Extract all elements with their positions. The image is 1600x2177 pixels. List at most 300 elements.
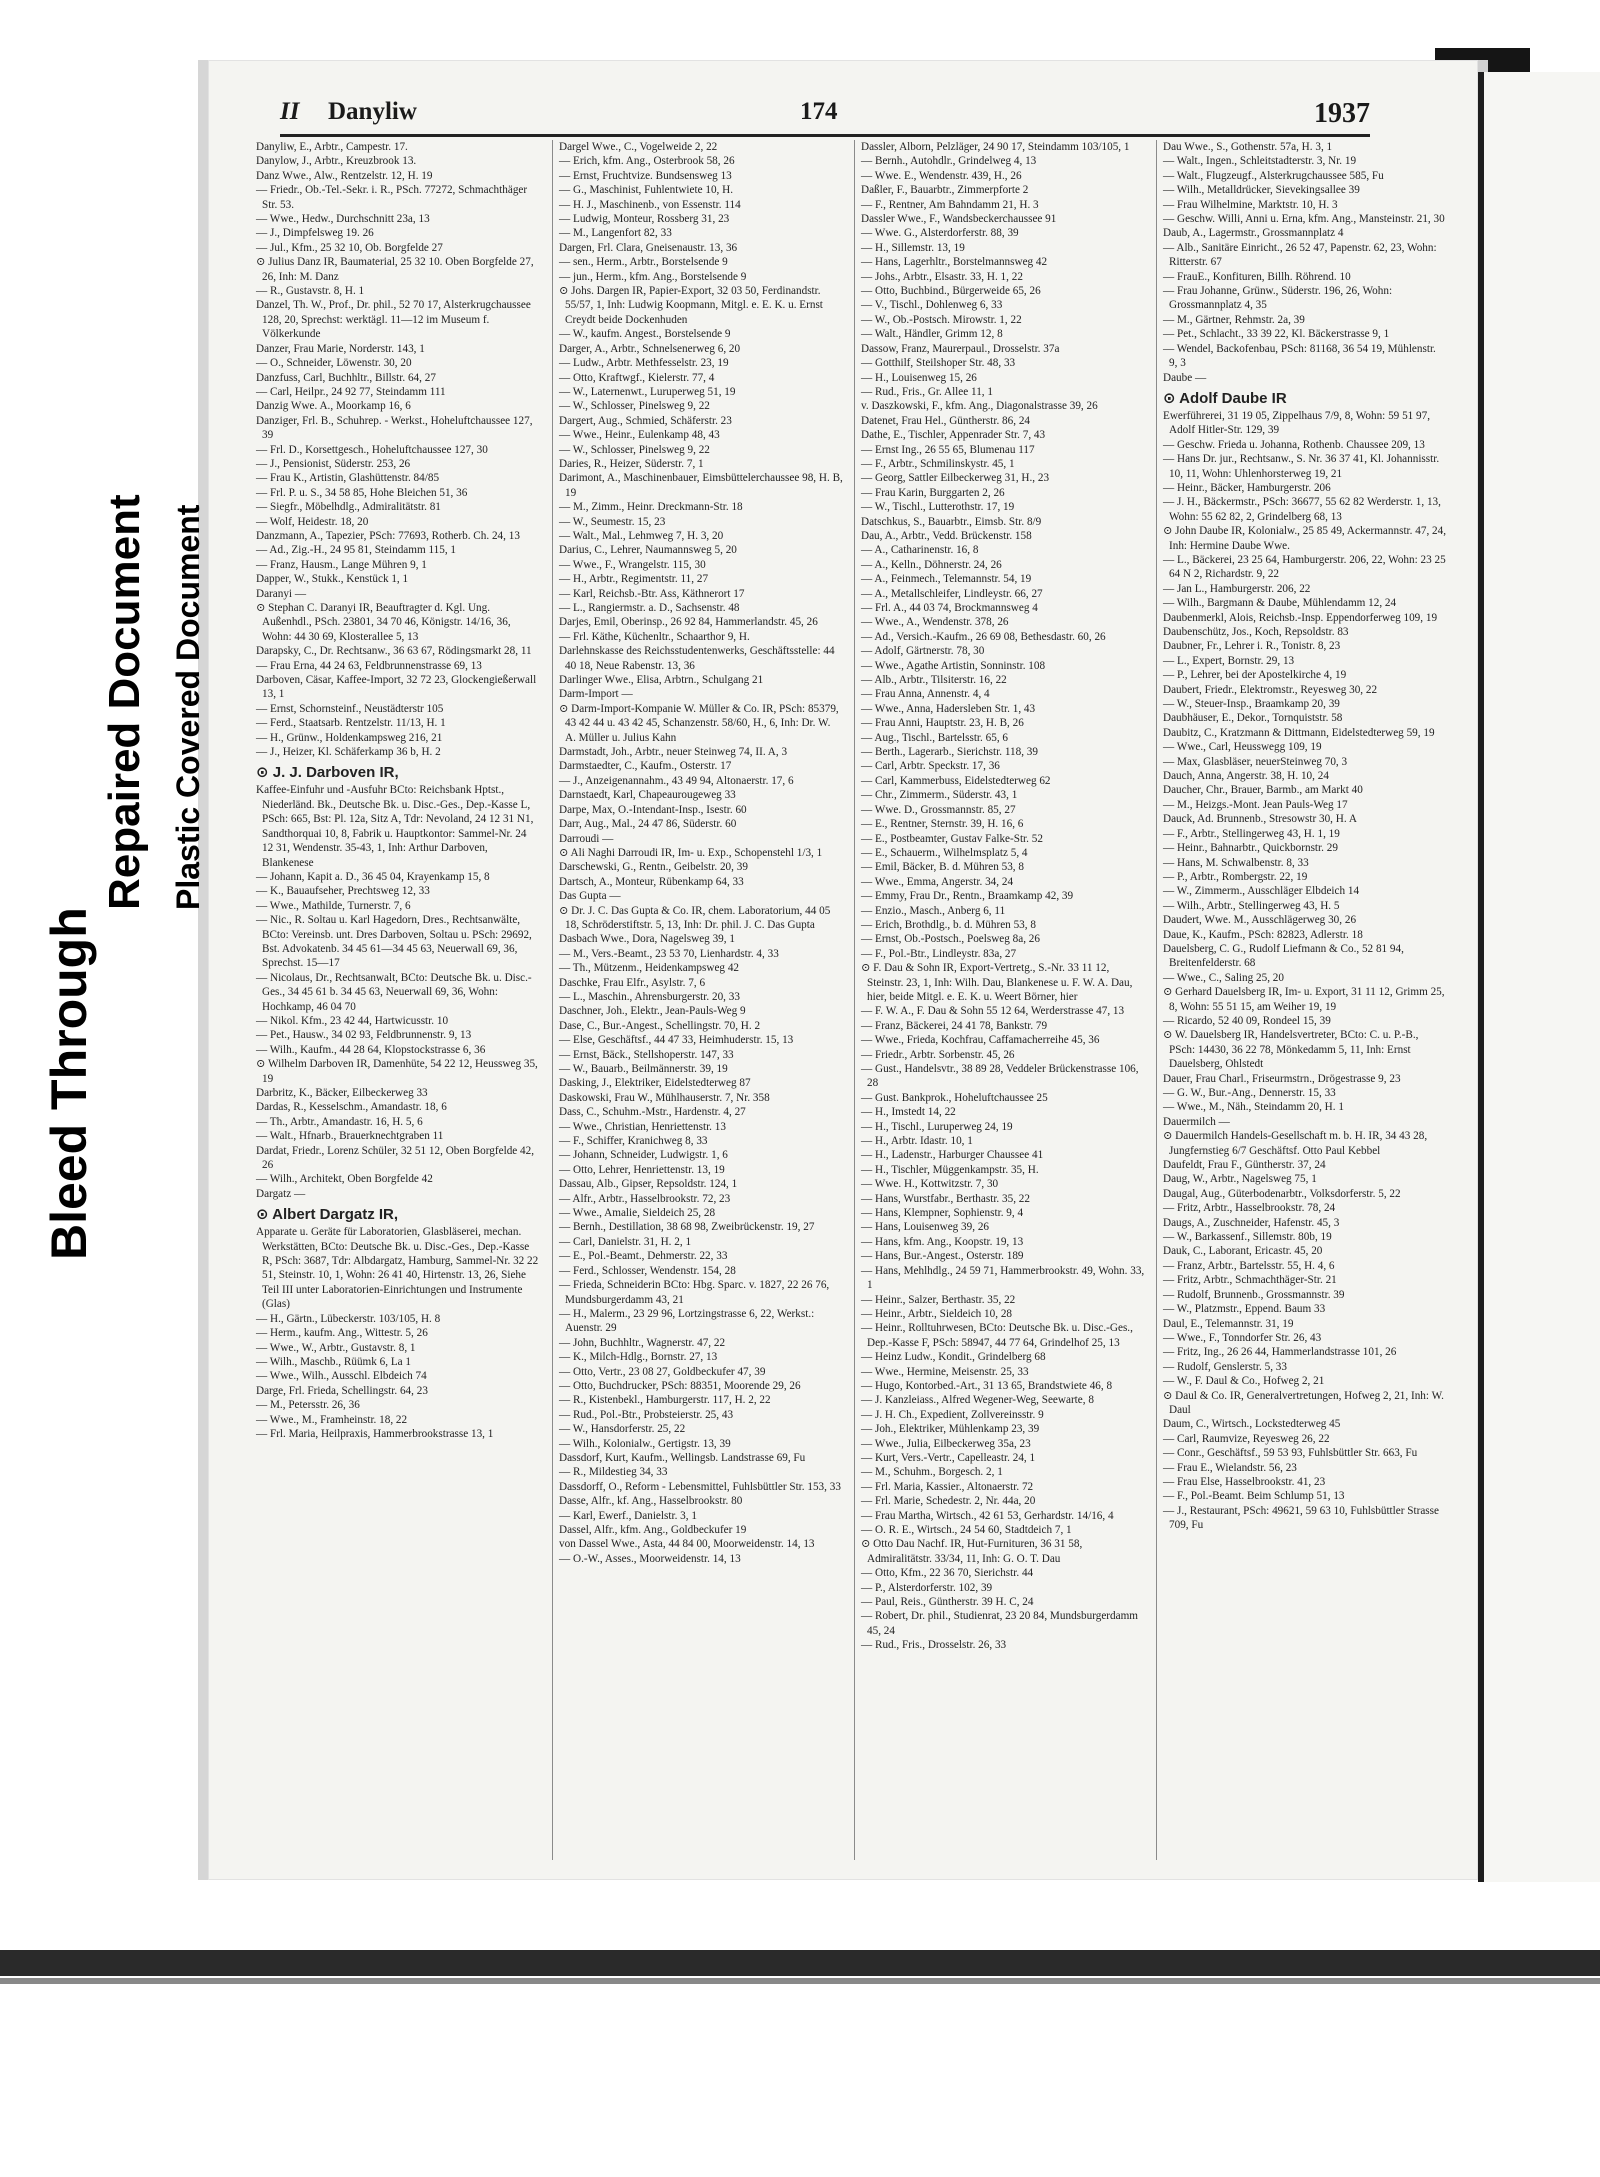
- directory-entry: Daubner, Fr., Lehrer i. R., Tonistr. 8, 23: [1163, 640, 1341, 653]
- directory-entry: — Wilh., Kolonialw., Gertigstr. 13, 39: [559, 1437, 731, 1450]
- directory-entry: — A., Metallschleifer, Lindleystr. 66, 27: [861, 587, 1043, 600]
- directory-entry: — Wwe., Amalie, Sieldeich 25, 28: [559, 1207, 716, 1220]
- directory-entry: — E., Rentner, Sternstr. 39, H. 16, 6: [861, 818, 1024, 831]
- directory-entry: — F., Pol.-Btr., Lindleystr. 83a, 27: [861, 947, 1017, 960]
- directory-entry: — Wwe., Mathilde, Turnerstr. 7, 6: [256, 899, 411, 912]
- directory-entry: — L., Bäckerei, 23 25 64, Hamburgerstr. 206, 22, Wohn: 23 25 64 N 2, Richardstr. 9, 22: [1163, 553, 1446, 581]
- directory-entry: — Ferd., Schlosser, Wendenstr. 154, 28: [559, 1264, 736, 1277]
- directory-entry: — sen., Herm., Arbtr., Borstelsende 9: [559, 256, 728, 269]
- directory-entry: Dargert, Aug., Schmied, Schäferstr. 23: [559, 414, 732, 427]
- directory-entry: — H., Grünw., Holdenkampsweg 216, 21: [256, 731, 443, 744]
- directory-entry: ⊙ John Daube IR, Kolonialw., 25 85 49, Ackermannstr. 47, 24, Inh: Hermine Daube Wwe.: [1163, 525, 1447, 552]
- directory-entry: Darmstaedter, C., Kaufm., Osterstr. 17: [559, 760, 732, 773]
- directory-entry: Dauermilch —: [1163, 1115, 1230, 1128]
- directory-entry: — Frl. Maria, Kassier., Altonaerstr. 72: [861, 1480, 1034, 1493]
- directory-entry: Dargel Wwe., C., Vogelweide 2, 22: [559, 141, 718, 153]
- directory-entry: Datschkus, S., Bauarbtr., Eimsb. Str. 8/9: [861, 515, 1042, 528]
- directory-entry: — Alb., Sanitäre Einricht., 26 52 47, Papenstr. 62, 23, Wohn: Ritterstr. 67: [1163, 241, 1437, 269]
- directory-entry: — P., Alsterdorferstr. 102, 39: [861, 1581, 993, 1594]
- directory-entry: — Frau Else, Hasselbrookstr. 41, 23: [1163, 1475, 1326, 1488]
- directory-entry: — Wwe., Emma, Angerstr. 34, 24: [861, 875, 1014, 888]
- directory-entry: Darapsky, C., Dr. Rechtsanw., 36 63 67, Rödingsmarkt 28, 11: [256, 645, 532, 658]
- directory-entry: — Erich, kfm. Ang., Osterbrook 58, 26: [559, 155, 735, 168]
- directory-column-3: [854, 140, 1148, 1860]
- directory-entry: ⊙ Dauermilch Handels-Gesellschaft m. b. H. IR, 34 43 28, Jungfernstieg 6/7 Geschäftsf. Otto Paul Kebbel: [1163, 1130, 1428, 1157]
- directory-entry: — John, Buchhltr., Wagnerstr. 47, 22: [559, 1336, 726, 1349]
- directory-entry: Darm-Import —: [559, 688, 633, 701]
- directory-entry: — F. W. A., F. Dau & Sohn 55 12 64, Werderstrasse 47, 13: [861, 1005, 1125, 1018]
- directory-entry: Dau, A., Arbtr., Vedd. Brückenstr. 158: [861, 529, 1032, 542]
- directory-entry: — jun., Herm., kfm. Ang., Borstelsende 9: [559, 270, 747, 283]
- directory-entry: Danzmann, A., Tapezier, PSch: 77693, Rotherb. Ch. 24, 13: [256, 529, 520, 542]
- directory-entry: — Pet., Schlacht., 33 39 22, Kl. Bäckerstrasse 9, 1: [1163, 328, 1390, 341]
- directory-entry: — Frau E., Wielandstr. 56, 23: [1163, 1461, 1297, 1474]
- directory-entry: — L., Expert, Bornstr. 29, 13: [1163, 654, 1295, 667]
- directory-entry: — W., Seumestr. 15, 23: [559, 515, 666, 528]
- directory-entry: — E., Schauerm., Wilhelmsplatz 5, 4: [861, 846, 1028, 859]
- directory-entry: Danzer, Frau Marie, Norderstr. 143, 1: [256, 342, 425, 355]
- directory-entry: — H. J., Maschinenb., von Essenstr. 114: [559, 198, 741, 211]
- directory-entry: — Wendel, Backofenbau, PSch: 81168, 36 54 19, Mühlenstr. 9, 3: [1163, 342, 1436, 370]
- directory-entry: — E., Pol.-Beamt., Dehmerstr. 22, 33: [559, 1250, 728, 1263]
- directory-entry: — Hans, Bur.-Angest., Osterstr. 189: [861, 1250, 1024, 1263]
- directory-entry: — J., Anzeigenannahm., 43 49 94, Altonaerstr. 17, 6: [559, 774, 794, 787]
- directory-entry: — Karl, Ewerf., Danielstr. 3, 1: [559, 1509, 697, 1522]
- directory-entry: — Friedr., Arbtr. Sorbenstr. 45, 26: [861, 1048, 1015, 1061]
- directory-entry: — Wilh., Bargmann & Daube, Mühlendamm 12, 24: [1163, 597, 1397, 610]
- directory-entry: Darius, C., Lehrer, Naumannsweg 5, 20: [559, 544, 737, 557]
- directory-entry: — Hugo, Kontorbed.-Art., 31 13 65, Brandstwiete 46, 8: [861, 1379, 1113, 1392]
- directory-entry: — H., Tischl., Luruperweg 24, 19: [861, 1120, 1013, 1133]
- directory-entry: — Ernst, Ob.-Postsch., Poelsweg 8a, 26: [861, 933, 1040, 946]
- directory-entry: Dauer, Frau Charl., Friseurmstrn., Drögestrasse 9, 23: [1163, 1072, 1401, 1085]
- directory-entry: — Frl. Maria, Heilpraxis, Hammerbrookstrasse 13, 1: [256, 1427, 494, 1440]
- directory-entry: — L., Maschin., Ahrensburgerstr. 20, 33: [559, 990, 740, 1003]
- watermark-labels: [40, 260, 206, 1260]
- directory-entry: — Hans Dr. jur., Rechtsanw., S. Nr. 36 37 41, Kl. Johannisstr. 10, 11, Wohn: Uhlenhorsterweg 19, 21: [1163, 453, 1440, 480]
- directory-entry: ⊙ J. J. Darboven IR,: [256, 764, 399, 782]
- directory-entry: ⊙ Albert Dargatz IR,: [256, 1206, 399, 1224]
- directory-entry: — Jul., Kfm., 25 32 10, Ob. Borgfelde 27: [256, 241, 443, 254]
- directory-entry: Darlinger Wwe., Elisa, Arbtrn., Schulgang 21: [559, 674, 764, 687]
- directory-entry: — H., Arbtr. Idastr. 10, 1: [861, 1135, 973, 1148]
- directory-entry: Darbritz, K., Bäcker, Eilbeckerweg 33: [256, 1087, 428, 1099]
- directory-entry: — Conr., Geschäftsf., 59 53 93, Fuhlsbüttler Str. 663, Fu: [1163, 1447, 1418, 1460]
- directory-entry: — Heinr., Arbtr., Sieldeich 10, 28: [861, 1307, 1013, 1320]
- directory-entry: — Nicolaus, Dr., Rechtsanwalt, BCto: Deutsche Bk. u. Disc.-Ges., 34 45 61 b. 34 45 63, Neuerwall 69, 36, Wohn: Hochkamp, 46 04 70: [256, 971, 532, 1013]
- directory-entry: — L., Rangiermstr. a. D., Sachsenstr. 48: [559, 602, 740, 614]
- directory-entry: — Frl. D., Korsettgesch., Hoheluftchaussee 127, 30: [256, 443, 488, 456]
- directory-entry: — Adolf, Gärtnerstr. 78, 30: [861, 645, 985, 658]
- directory-entry: — Emil, Bäcker, B. d. Mühren 53, 8: [861, 861, 1024, 874]
- directory-entry: — P., Lehrer, bei der Apostelkirche 4, 19: [1163, 669, 1347, 682]
- directory-entry: — Carl, Heilpr., 24 92 77, Steindamm 111: [256, 385, 446, 398]
- directory-entry: — O.-W., Asses., Moorweidenstr. 14, 13: [559, 1552, 741, 1565]
- directory-entry: ⊙ W. Dauelsberg IR, Handelsvertreter, BCto: C. u. P.-B., PSch: 14430, 36 22 78, Mönkedamm 5, 11, Inh: Ernst Dauelsberg, Ohlstedt: [1163, 1029, 1419, 1071]
- directory-entry: — Carl, Kammerbuss, Eidelstedterweg 62: [861, 774, 1051, 787]
- directory-entry: — K., Bauaufseher, Prechtsweg 12, 33: [256, 885, 430, 898]
- directory-entry: ⊙ Dr. J. C. Das Gupta & Co. IR, chem. Laboratorium, 44 05 18, Schröderstiftstr. 5, 13, Inh: Dr. phil. J. C. Das Gupta: [559, 904, 831, 931]
- directory-entry: — Rudolf, Brunnenb., Grossmannstr. 39: [1163, 1288, 1345, 1301]
- directory-entry: Danzel, Th. W., Prof., Dr. phil., 52 70 17, Alsterkrugchaussee 128, 20, Sprechst: werktägl. 11—12 im Museum f. Völkerkunde: [256, 299, 531, 341]
- directory-entry: Daugs, A., Zuschneider, Hafenstr. 45, 3: [1163, 1216, 1340, 1229]
- directory-entry: Dasbach Wwe., Dora, Nagelsweg 39, 1: [559, 933, 735, 946]
- directory-entry: — W., Barkassenf., Sillemstr. 80b, 19: [1163, 1231, 1332, 1244]
- directory-entry: — Walt., Flugzeugf., Alsterkrugchaussee 585, Fu: [1163, 169, 1384, 182]
- directory-entry: — Wwe., A., Wendenstr. 378, 26: [861, 616, 1009, 629]
- directory-entry: — Gust., Handelsvtr., 38 89 28, Veddeler Brückenstrasse 106, 28: [861, 1063, 1139, 1090]
- directory-entry: — Wwe., F., Wrangelstr. 115, 30: [559, 558, 706, 571]
- directory-entry: — Fritz, Arbtr., Hasselbrookstr. 78, 24: [1163, 1202, 1336, 1215]
- directory-entry: — O. R. E., Wirtsch., 24 54 60, Stadtdeich 7, 1: [861, 1524, 1072, 1536]
- directory-entry: — Wwe. H., Kottwitzstr. 7, 30: [861, 1178, 999, 1191]
- directory-entry: — Frieda, Schneiderin BCto: Hbg. Sparc. v. 1827, 22 26 76, Mundsburgerdamm 43, 21: [559, 1279, 830, 1306]
- directory-entry: — Wwe., M., Näh., Steindamm 20, H. 1: [1163, 1101, 1344, 1114]
- directory-entry: — M., Petersstr. 26, 36: [256, 1399, 360, 1412]
- directory-entry: Daub, A., Lagermstr., Grossmannplatz 4: [1163, 227, 1344, 240]
- directory-entry: Darlehnskasse des Reichsstudentenwerks, Geschäftsstelle: 44 40 18, Neue Rabenstr. 13, 36: [559, 645, 835, 672]
- directory-entry: — Hans, Louisenweg 39, 26: [861, 1221, 990, 1234]
- directory-entry: — W., Platzmstr., Eppend. Baum 33: [1163, 1303, 1326, 1316]
- directory-entry: Dartsch, A., Monteur, Rübenkamp 64, 33: [559, 875, 744, 888]
- directory-entry: — Herm., kaufm. Ang., Wittestr. 5, 26: [256, 1327, 428, 1340]
- directory-entry: — M., Heizgs.-Mont. Jean Pauls-Weg 17: [1163, 798, 1348, 811]
- directory-entry: Apparate u. Geräte für Laboratorien, Glasbläserei, mechan. Werkstätten, BCto: Deutsche Bk. u. Disc.-Ges., Dep.-Kasse R, PSch: 3687, Tdr: Albdargatz, Hamburg, Sammel-Nr. 32 22 51, Steinstr. 10, 1, Wohn: 26 41 40, Hirtenstr. 13, 26, Siehe Teil III unter Laboratorien-Einrichtungen und Instrumente (Glas): [256, 1226, 539, 1311]
- directory-entry: — Gust. Bankprok., Hoheluftchaussee 25: [861, 1091, 1048, 1104]
- directory-entry: — Ludwig, Monteur, Rossberg 31, 23: [559, 213, 730, 226]
- directory-entry: — Ernst Ing., 26 55 65, Blumenau 117: [861, 443, 1035, 456]
- directory-entry: Darroudi —: [559, 832, 614, 845]
- directory-entry: — W., Tischl., Lutterothstr. 17, 19: [861, 501, 1015, 514]
- directory-entry: — Wwe. E., Wendenstr. 439, H., 26: [861, 169, 1022, 182]
- directory-entry: — G. W., Bur.-Ang., Dennerstr. 15, 33: [1163, 1087, 1336, 1099]
- directory-entry: — G., Maschinist, Fuhlentwiete 10, H.: [559, 184, 734, 197]
- directory-entry: — M., Vers.-Beamt., 23 53 70, Lienhardstr. 4, 33: [559, 947, 779, 960]
- directory-entry: — Ernst, Bäck., Stellshoperstr. 147, 33: [559, 1048, 734, 1061]
- directory-entry: — Walt., Hfnarb., Brauerknechtgraben 11: [256, 1130, 444, 1143]
- directory-entry: — Robert, Dr. phil., Studienrat, 23 20 84, Mundsburgerdamm 45, 24: [861, 1610, 1138, 1637]
- directory-entry: — Wwe., W., Arbtr., Gustavstr. 8, 1: [256, 1341, 416, 1354]
- watermark-plastic-covered: Plastic Covered Document: [170, 504, 206, 910]
- directory-entry: — Wwe. D., Grossmannstr. 85, 27: [861, 803, 1016, 816]
- directory-entry: Dardas, R., Kesselschm., Amandastr. 18, 6: [256, 1101, 447, 1114]
- directory-entry: — J. H., Bäckermstr., PSch: 36677, 55 62 82 Werderstr. 1, 13, Wohn: 55 62 82, 2, Grindelberg 68, 13: [1163, 496, 1441, 523]
- directory-entry: — Rudolf, Genslerstr. 5, 33: [1163, 1360, 1287, 1373]
- directory-entry: — F., Schiffer, Kranichweg 8, 33: [559, 1135, 708, 1148]
- directory-entry: — Ricardo, 52 40 09, Rondeel 15, 39: [1163, 1014, 1331, 1027]
- directory-entry: ⊙ Darm-Import-Kompanie W. Müller & Co. IR, PSch: 85379, 43 42 44 u. 43 42 45, Schanzenstr. 58/60, H., 6, Inh: Dr. W. A. Müller u. Julius Kahn: [559, 702, 839, 744]
- directory-entry: Daucher, Chr., Brauer, Barmb., am Markt 40: [1163, 784, 1363, 797]
- directory-entry: — Heinz Ludw., Kondit., Grindelberg 68: [861, 1351, 1046, 1364]
- directory-entry: Darimont, A., Maschinenbauer, Eimsbüttelerchaussee 98, H. B, 19: [559, 472, 843, 499]
- directory-entry: Daschner, Joh., Elektr., Jean-Pauls-Weg 9: [559, 1005, 746, 1018]
- directory-entry: — Wwe., Christian, Henriettenstr. 13: [559, 1120, 726, 1133]
- directory-entry: — H., Sillemstr. 13, 19: [861, 241, 965, 254]
- directory-entry: — W., Zimmerm., Ausschläger Elbdeich 14: [1163, 885, 1360, 898]
- directory-entry: Dasse, Alfr., kf. Ang., Hasselbrookstr. 80: [559, 1495, 743, 1508]
- directory-entry: — Heinr., Bahnarbtr., Quickbornstr. 29: [1163, 842, 1338, 855]
- directory-column-1: [250, 140, 543, 1860]
- directory-entry: ⊙ Wilhelm Darboven IR, Damenhüte, 54 22 12, Heussweg 35, 19: [256, 1058, 538, 1085]
- directory-entry: — R., Gustavstr. 8, H. 1: [256, 285, 365, 298]
- directory-entry: — Frau Anni, Hauptstr. 23, H. B, 26: [861, 717, 1024, 730]
- directory-entry: — W., Ob.-Postsch. Mirowstr. 1, 22: [861, 313, 1022, 326]
- directory-entry: Dassel, Alfr., kfm. Ang., Goldbeckufer 19: [559, 1524, 747, 1536]
- directory-entry: — Th., Mützenm., Heidenkampsweg 42: [559, 962, 740, 975]
- directory-entry: v. Daszkowski, F., kfm. Ang., Diagonalstrasse 39, 26: [861, 400, 1098, 413]
- directory-entry: — Walt., Mal., Lehmweg 7, H. 3, 20: [559, 529, 724, 542]
- directory-entry: Darr, Aug., Mal., 24 47 86, Süderstr. 60: [559, 818, 737, 831]
- directory-entry: — Wolf, Heidestr. 18, 20: [256, 515, 369, 528]
- directory-entry: — R., Kistenbekl., Hamburgerstr. 117, H. 2, 22: [559, 1394, 771, 1407]
- directory-entry: — J., Dimpfelsweg 19. 26: [256, 227, 374, 240]
- directory-entry: — W., Schlosser, Pinelsweg 9, 22: [559, 443, 710, 456]
- directory-entry: — Frau Martha, Wirtsch., 42 61 53, Gerhardstr. 14/16, 4: [861, 1509, 1114, 1522]
- directory-entry: — Wwe., Hermine, Meisenstr. 25, 33: [861, 1365, 1029, 1378]
- directory-entry: — Enzio., Masch., Anberg 6, 11: [861, 904, 1006, 917]
- directory-entry: Danzig Wwe. A., Moorkamp 16, 6: [256, 400, 411, 413]
- directory-entry: ⊙ F. Dau & Sohn IR, Export-Vertretg., S.-Nr. 33 11 12, Steinstr. 23, 1, Inh: Wilh. Dau, Blankenese u. F. W. A. Dau, hier, beide Mitgl. e. E. K. u. Weert Börner, hier: [861, 962, 1133, 1003]
- directory-entry: Darjes, Emil, Oberinsp., 26 92 84, Hammerlandstr. 45, 26: [559, 616, 818, 629]
- directory-entry: Das Gupta —: [559, 890, 621, 903]
- directory-entry: — H., Ladenstr., Harburger Chaussee 41: [861, 1149, 1044, 1162]
- directory-entry: Dargatz —: [256, 1187, 306, 1200]
- directory-entry: Daranyi —: [256, 587, 307, 600]
- directory-entry: — Fritz, Arbtr., Schmachthäger-Str. 21: [1163, 1274, 1337, 1287]
- directory-entry: — Geschw. Willi, Anni u. Erna, kfm. Ang., Mansteinstr. 21, 30: [1163, 213, 1445, 226]
- directory-entry: — Heinr., Bäcker, Hamburgerstr. 206: [1163, 481, 1331, 494]
- directory-entry: — J., Heizer, Kl. Schäferkamp 36 b, H. 2: [256, 746, 441, 759]
- directory-entry: — Wilh., Metalldrücker, Sievekingsallee 39: [1163, 184, 1360, 197]
- directory-entry: — Alb., Arbtr., Tilsiterstr. 16, 22: [861, 674, 1007, 687]
- directory-entry: — Nic., R. Soltau u. Karl Hagedorn, Dres., Rechtsanwälte, BCto: Vereinsb. unt. Dres Darboven, Soltau u. PSch: 29692, Bst. Advokatenb. 34 45 61—34 45 63, Neuerwall 69, 36, Sprechst. 15—17: [256, 914, 532, 970]
- directory-entry: — K., Milch-Hdlg., Bornstr. 27, 13: [559, 1351, 718, 1364]
- directory-entry: Daubert, Friedr., Elektromstr., Reyesweg 30, 22: [1163, 683, 1378, 696]
- directory-entry: — Rud., Fris., Gr. Allee 11, 1: [861, 385, 993, 398]
- directory-entry: — Otto, Buchdrucker, PSch: 88351, Moorende 29, 26: [559, 1379, 801, 1392]
- directory-entry: — R., Mildestieg 34, 33: [559, 1466, 668, 1479]
- directory-entry: Darger, A., Arbtr., Schnelsenerweg 6, 20: [559, 342, 741, 355]
- directory-entry: Danylow, J., Arbtr., Kreuzbrook 13.: [256, 155, 417, 168]
- directory-entry: — P., Arbtr., Rombergstr. 22, 19: [1163, 870, 1308, 883]
- directory-entry: — J., Pensionist, Süderstr. 253, 26: [256, 457, 411, 470]
- directory-entry: Dase, C., Bur.-Angest., Schellingstr. 70, H. 2: [559, 1019, 761, 1032]
- directory-entry: — Frau Karin, Burggarten 2, 26: [861, 486, 1005, 499]
- directory-entry: — A., Feinmech., Telemannstr. 54, 19: [861, 573, 1032, 586]
- directory-entry: — Frl. P. u. S., 34 58 85, Hohe Bleichen 51, 36: [256, 486, 468, 499]
- directory-entry: Dauk, C., Laborant, Ericastr. 45, 20: [1163, 1245, 1323, 1258]
- directory-entry: Dassler, Alborn, Pelzläger, 24 90 17, Steindamm 103/105, 1: [861, 141, 1130, 153]
- directory-entry: — Georg, Sattler Eilbeckerweg 31, H., 23: [861, 472, 1050, 485]
- directory-entry: Daul, E., Telemannstr. 31, 19: [1163, 1317, 1294, 1330]
- header-name: Danyliw: [328, 98, 417, 125]
- directory-entry: Daudert, Wwe. M., Ausschlägerweg 30, 26: [1163, 914, 1357, 927]
- directory-entry: — H., Louisenweg 15, 26: [861, 371, 977, 384]
- directory-entry: ⊙ Julius Danz IR, Baumaterial, 25 32 10. Oben Borgfelde 27, 26, Inh: M. Danz: [256, 256, 534, 283]
- directory-entry: — Heinr., Rolltuhrwesen, BCto: Deutsche Bk. u. Disc.-Ges., Dep.-Kasse F, PSch: 58947, 44 77 64, Grindelhof 25, 13: [861, 1322, 1133, 1349]
- directory-entry: Darmstadt, Joh., Arbtr., neuer Steinweg 74, II. A, 3: [559, 746, 788, 759]
- directory-entry: — Carl, Raumvize, Reyesweg 26, 22: [1163, 1432, 1330, 1445]
- directory-entry: — Th., Arbtr., Amandastr. 16, H. 5, 6: [256, 1115, 423, 1128]
- directory-entry: — W., Bauarb., Beilmännerstr. 39, 19: [559, 1063, 728, 1075]
- directory-entry: — Wwe., Anna, Hadersleben Str. 1, 43: [861, 702, 1036, 715]
- scanner-edge-bottom: [0, 1950, 1600, 1976]
- directory-entry: Danzfuss, Carl, Buchhltr., Billstr. 64, 27: [256, 371, 436, 384]
- directory-entry: — Berth., Lagerarb., Sierichstr. 118, 39: [861, 746, 1038, 759]
- directory-entry: Kaffee-Einfuhr und -Ausfuhr BCto: Reichsbank Hptst., Niederländ. Bk., Deutsche Bk. u. Disc.-Ges., Dep.-Kasse L, PSch: 665, Bst: Pl. 12a, Sitz A, Tdr: Nevoland, 24 12 31 N1, Sandthorquai 10, 8, Fabrik u. Hauptkontor: Sammel-Nr. 24 12 31, Wendenstr. 35-43, 1, Inh: Arthur Darboven, Blankenese: [256, 784, 534, 869]
- directory-entry: — Rud., Fris., Drosselstr. 26, 33: [861, 1639, 1007, 1652]
- directory-entry: — W., Schlosser, Pinelsweg 9, 22: [559, 400, 710, 413]
- directory-entry: — Frau Erna, 44 24 63, Feldbrunnenstrasse 69, 13: [256, 659, 482, 672]
- directory-entry: — Johann, Kapit a. D., 36 45 04, Krayenkamp 15, 8: [256, 870, 490, 883]
- directory-entry: Dauck, Ad. Brunnenb., Stresowstr 30, H. A: [1163, 813, 1357, 826]
- directory-entry: Ewerführerei, 31 19 05, Zippelhaus 7/9, 8, Wohn: 59 51 97, Adolf Hitler-Str. 129, 39: [1163, 409, 1431, 437]
- directory-entry: — Walt., Händler, Grimm 12, 8: [861, 328, 1003, 341]
- header-year: 1937: [1314, 98, 1370, 129]
- directory-entry: — Ad., Zig.-H., 24 95 81, Steindamm 115, 1: [256, 544, 457, 557]
- directory-entry: Daubenschütz, Jos., Koch, Repsoldstr. 83: [1163, 626, 1349, 638]
- directory-entry: Daskowski, Frau W., Mühlhauserstr. 7, Nr. 358: [559, 1091, 770, 1104]
- directory-entry: — W., kaufm. Angest., Borstelsende 9: [559, 328, 731, 341]
- directory-entry: — F., Arbtr., Stellingerweg 43, H. 1, 19: [1163, 827, 1340, 840]
- directory-entry: — H., Arbtr., Regimentstr. 11, 27: [559, 573, 709, 586]
- directory-entry: Daßler, F., Bauarbtr., Zimmerpforte 2: [861, 184, 1029, 197]
- directory-entry: — E., Postbeamter, Gustav Falke-Str. 52: [861, 832, 1043, 845]
- directory-entry: — Johs., Arbtr., Elsastr. 33, H. 1, 22: [861, 270, 1023, 283]
- directory-entry: Daug, W., Arbtr., Nagelsweg 75, 1: [1163, 1173, 1317, 1186]
- directory-entry: — Wwe., Agathe Artistin, Sonninstr. 108: [861, 659, 1046, 672]
- directory-entry: — Franz, Arbtr., Bartelsstr. 55, H. 4, 6: [1163, 1259, 1335, 1272]
- watermark-bleed-through: Bleed Through: [41, 907, 97, 1260]
- directory-entry: — M., Gärtner, Rehmstr. 2a, 39: [1163, 313, 1305, 326]
- directory-entry: ⊙ Adolf Daube IR: [1163, 389, 1287, 407]
- directory-entry: — Karl, Reichsb.-Btr. Ass, Käthnerort 17: [559, 587, 745, 600]
- directory-entry: — Wwe., M., Framheinstr. 18, 22: [256, 1413, 408, 1426]
- directory-entry: ⊙ Daul & Co. IR, Generalvertretungen, Hofweg 2, 21, Inh: W. Daul: [1163, 1389, 1444, 1416]
- directory-entry: Darge, Frl. Frieda, Schellingstr. 64, 23: [256, 1384, 428, 1397]
- directory-entry: — Joh., Elektriker, Mühlenkamp 23, 39: [861, 1423, 1040, 1436]
- directory-entry: — Wwe., Julia, Eilbeckerweg 35a, 23: [861, 1437, 1031, 1450]
- directory-entry: — Max, Glasbläser, neuerSteinweg 70, 3: [1163, 755, 1348, 768]
- directory-entry: — Frau Anna, Annenstr. 4, 4: [861, 688, 990, 701]
- directory-entry: — Bernh., Destillation, 38 68 98, Zweibrückenstr. 19, 27: [559, 1221, 815, 1234]
- directory-entry: Daue, K., Kaufm., PSch: 82823, Adlerstr. 18: [1163, 928, 1363, 941]
- directory-entry: Daubhäuser, E., Dekor., Tornquiststr. 58: [1163, 712, 1343, 725]
- directory-entry: — Emmy, Frau Dr., Rentn., Braamkamp 42, 39: [861, 890, 1074, 903]
- directory-entry: Dau Wwe., S., Gothenstr. 57a, H. 3, 1: [1163, 141, 1333, 153]
- directory-entry: — Nikol. Kfm., 23 42 44, Hartwicusstr. 10: [256, 1014, 449, 1027]
- directory-entry: — F., Rentner, Am Bahndamm 21, H. 3: [861, 198, 1039, 211]
- directory-entry: — Aug., Tischl., Bartelsstr. 65, 6: [861, 731, 1009, 744]
- directory-entry: — Frl. Käthe, Küchenltr., Schaarthor 9, H.: [559, 630, 750, 643]
- directory-entry: — A., Catharinenstr. 16, 8: [861, 544, 979, 557]
- directory-entry: — A., Kelln., Döhnerstr. 24, 26: [861, 558, 1002, 571]
- directory-entry: — Frl. Marie, Schedestr. 2, Nr. 44a, 20: [861, 1495, 1036, 1508]
- directory-entry: — Otto, Kraftwgf., Kielerstr. 77, 4: [559, 371, 715, 384]
- directory-entry: — Wwe. G., Alsterdorferstr. 88, 39: [861, 227, 1019, 240]
- directory-entry: ⊙ Johs. Dargen IR, Papier-Export, 32 03 50, Ferdinandstr. 55/57, 1, Inh: Ludwig Koopmann, Mitgl. e. E. K. u. Ernst Creydt beide Dockenhuden: [559, 285, 823, 326]
- directory-entry: — Wwe., C., Saling 25, 20: [1163, 971, 1284, 984]
- directory-entry: Dardat, Friedr., Lorenz Schüler, 32 51 12, Oben Borgfelde 42, 26: [256, 1144, 535, 1172]
- directory-entry: — Hans, Mehlhdlg., 24 59 71, Hammerbrookstr. 49, Wohn. 33, 1: [861, 1264, 1145, 1292]
- directory-columns: [250, 140, 1460, 1860]
- directory-entry: — Hans, Lagerhltr., Borstelmannsweg 42: [861, 256, 1048, 269]
- directory-entry: — J. H. Ch., Expedient, Zollvereinsstr. 9: [861, 1408, 1044, 1421]
- directory-entry: — Frau Wilhelmine, Marktstr. 10, H. 3: [1163, 198, 1338, 211]
- directory-entry: — Frl. A., 44 03 74, Brockmannsweg 4: [861, 602, 1038, 614]
- directory-entry: Dassdorff, O., Reform - Lebensmittel, Fuhlsbüttler Str. 153, 33: [559, 1480, 841, 1493]
- directory-entry: Daubitz, C., Kratzmann & Dittmann, Eidelstedterweg 59, 19: [1163, 726, 1435, 739]
- directory-entry: — Ad., Versich.-Kaufm., 26 69 08, Bethesdastr. 60, 26: [861, 630, 1106, 643]
- directory-entry: — W., Laternenwt., Luruperweg 51, 19: [559, 385, 736, 398]
- directory-entry: — H., Tischler, Müggenkampstr. 35, H.: [861, 1163, 1039, 1176]
- directory-entry: Dassdorf, Kurt, Kaufm., Wellingsb. Landstrasse 69, Fu: [559, 1451, 806, 1464]
- directory-entry: — V., Tischl., Dohlenweg 6, 33: [861, 299, 1003, 312]
- directory-entry: — M., Schuhm., Borgesch. 2, 1: [861, 1466, 1003, 1479]
- directory-entry: — H., Gärtn., Lübeckerstr. 103/105, H. 8: [256, 1312, 441, 1325]
- directory-entry: Danyliw, E., Arbtr., Campestr. 17.: [256, 141, 408, 153]
- directory-entry: — Gotthilf, Steilshoper Str. 48, 33: [861, 357, 1016, 370]
- directory-entry: Datenet, Frau Hel., Güntherstr. 86, 24: [861, 414, 1031, 427]
- directory-entry: — Otto, Lehrer, Henriettenstr. 13, 19: [559, 1163, 725, 1176]
- directory-entry: — Wwe., F., Tonndorfer Str. 26, 43: [1163, 1331, 1322, 1344]
- directory-entry: Daschke, Frau Elfr., Asylstr. 7, 6: [559, 976, 706, 989]
- directory-entry: — Hans, M. Schwalbenstr. 8, 33: [1163, 856, 1309, 869]
- directory-entry: — Wwe., Carl, Heusswegg 109, 19: [1163, 741, 1322, 754]
- directory-entry: — Rud., Pol.-Btr., Probsteierstr. 25, 43: [559, 1408, 734, 1421]
- directory-entry: von Dassel Wwe., Asta, 44 84 00, Moorweidenstr. 14, 13: [559, 1538, 815, 1551]
- directory-entry: — Otto, Kfm., 22 36 70, Sierichstr. 44: [861, 1567, 1034, 1580]
- directory-entry: — FrauE., Konfituren, Billh. Röhrend. 10: [1163, 270, 1351, 283]
- directory-entry: — Ludw., Arbtr. Methfesselstr. 23, 19: [559, 357, 729, 370]
- directory-entry: — Otto, Buchbind., Bürgerweide 65, 26: [861, 285, 1041, 298]
- directory-entry: Danz Wwe., Alw., Rentzelstr. 12, H. 19: [256, 169, 433, 182]
- directory-entry: — W., Hansdorferstr. 25, 22: [559, 1423, 686, 1436]
- directory-entry: Daube —: [1163, 371, 1207, 384]
- directory-entry: Daries, R., Heizer, Süderstr. 7, 1: [559, 457, 704, 470]
- directory-entry: Darboven, Cäsar, Kaffee-Import, 32 72 23, Glockengießerwall 13, 1: [256, 674, 537, 701]
- directory-entry: — Carl, Danielstr. 31, H. 2, 1: [559, 1235, 692, 1248]
- next-page-strip: [1478, 72, 1600, 1882]
- directory-entry: ⊙ Ali Naghi Darroudi IR, Im- u. Exp., Schopenstehl 1/3, 1: [559, 846, 823, 859]
- directory-entry: — Pet., Hausw., 34 02 93, Feldbrunnenstr. 9, 13: [256, 1029, 472, 1042]
- directory-entry: — Carl, Arbtr. Speckstr. 17, 36: [861, 760, 1000, 773]
- directory-entry: — Fritz, Ing., 26 26 44, Hammerlandstrasse 101, 26: [1163, 1346, 1397, 1359]
- header-series: II: [280, 98, 300, 125]
- directory-entry: — H., Malerm., 23 29 96, Lortzingstrasse 6, 22, Werkst.: Auenstr. 29: [559, 1307, 815, 1335]
- directory-entry: Dassler Wwe., F., Wandsbeckerchaussee 91: [861, 213, 1057, 226]
- directory-column-2: [552, 140, 846, 1860]
- directory-entry: — Chr., Zimmerm., Süderstr. 43, 1: [861, 789, 1018, 802]
- page-header: [280, 98, 1370, 137]
- directory-entry: Daubenmerkl, Alois, Reichsb.-Insp. Eppendorferweg 109, 19: [1163, 611, 1438, 624]
- directory-entry: — W., F. Daul & Co., Hofweg 2, 21: [1163, 1375, 1325, 1388]
- directory-entry: Dassau, Alb., Gipser, Repsoldstr. 124, 1: [559, 1178, 738, 1191]
- directory-entry: — Ernst, Schornsteinf., Neustädterstr 105: [256, 702, 444, 715]
- directory-entry: Dass, C., Schuhm.-Mstr., Hardenstr. 4, 27: [559, 1106, 746, 1119]
- directory-entry: Dapper, W., Stukk., Kenstück 1, 1: [256, 573, 409, 586]
- directory-entry: — Walt., Ingen., Schleitstadterstr. 3, Nr. 19: [1163, 155, 1357, 168]
- directory-entry: Darschewski, G., Rentn., Geibelstr. 20, 39: [559, 861, 748, 874]
- directory-entry: — Franz, Hausm., Lange Mühren 9, 1: [256, 558, 427, 571]
- directory-entry: — Jan L., Hamburgerstr. 206, 22: [1163, 582, 1311, 595]
- directory-entry: — Wwe., Frieda, Kochfrau, Caffamacherreihe 45, 36: [861, 1034, 1100, 1047]
- directory-entry: Danziger, Frl. B., Schuhrep. - Werkst., Hoheluftchaussee 127, 39: [256, 414, 533, 442]
- directory-entry: — Hans, Klempner, Sophienstr. 9, 4: [861, 1207, 1024, 1220]
- directory-entry: — J., Restaurant, PSch: 49621, 59 63 10, Fuhlsbüttler Strasse 709, Fu: [1163, 1504, 1439, 1532]
- directory-entry: — Wilh., Maschb., Rüümk 6, La 1: [256, 1355, 412, 1368]
- directory-entry: — Bernh., Autohdlr., Grindelweg 4, 13: [861, 155, 1037, 168]
